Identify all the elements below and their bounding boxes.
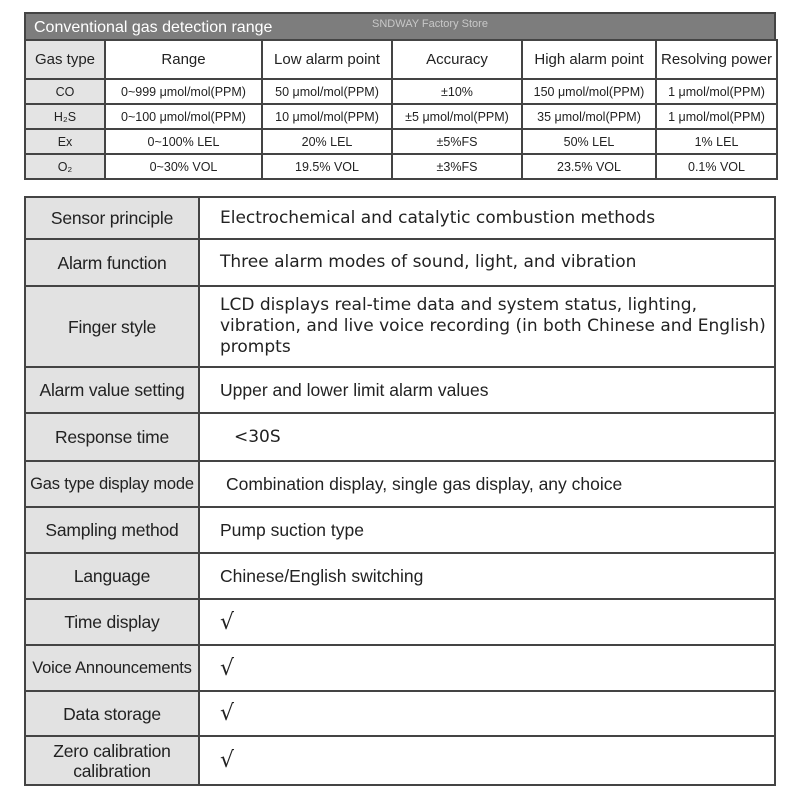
accuracy-cell: ±3%FS <box>392 154 522 179</box>
spec-row-voice-announcements <box>24 646 776 692</box>
low-alarm-cell: 19.5% VOL <box>262 154 392 179</box>
spec-label: Language <box>24 554 200 598</box>
resolving-power-cell: 1 μmol/mol(PPM) <box>656 104 777 129</box>
spec-label: Finger style <box>24 287 200 366</box>
table-row <box>25 79 777 104</box>
spec-label: Zero calibration calibration <box>24 737 200 784</box>
checkmark-icon: √ <box>200 600 776 644</box>
gas-type-cell: H₂S <box>25 104 105 129</box>
spec-label: Data storage <box>24 692 200 735</box>
range-cell: 0~100 μmol/mol(PPM) <box>105 104 262 129</box>
high-alarm-cell: 50% LEL <box>522 129 656 154</box>
resolving-power-cell: 0.1% VOL <box>656 154 777 179</box>
gas-detection-range-title: Conventional gas detection range <box>24 12 776 39</box>
spec-label: Alarm function <box>24 240 200 285</box>
spec-value: <30S <box>200 414 776 460</box>
spec-label: Sampling method <box>24 508 200 552</box>
spec-row-gas-type-display-mode <box>24 462 776 508</box>
checkmark-icon: √ <box>200 737 776 784</box>
low-alarm-cell: 10 μmol/mol(PPM) <box>262 104 392 129</box>
low-alarm-cell: 50 μmol/mol(PPM) <box>262 79 392 104</box>
header-accuracy: Accuracy <box>392 40 522 79</box>
header-gas-type: Gas type <box>25 40 105 79</box>
checkmark-icon: √ <box>200 646 776 690</box>
spec-value: Three alarm modes of sound, light, and vibration <box>200 240 776 285</box>
spec-label: Voice Announcements <box>24 646 200 690</box>
spec-value: Chinese/English switching <box>200 554 776 598</box>
spec-label: Alarm value setting <box>24 368 200 412</box>
spec-row-zero-calibration <box>24 737 776 786</box>
range-cell: 0~999 μmol/mol(PPM) <box>105 79 262 104</box>
spec-row-alarm-value-setting <box>24 368 776 414</box>
spec-value: Pump suction type <box>200 508 776 552</box>
table-row <box>25 154 777 179</box>
gas-type-cell: CO <box>25 79 105 104</box>
spec-row-data-storage <box>24 692 776 737</box>
spec-row-time-display <box>24 600 776 646</box>
header-resolving-power: Resolving power <box>656 40 777 79</box>
resolving-power-cell: 1 μmol/mol(PPM) <box>656 79 777 104</box>
watermark-text: SNDWAY Factory Store <box>372 18 488 30</box>
spec-label: Sensor principle <box>24 198 200 238</box>
low-alarm-cell: 20% LEL <box>262 129 392 154</box>
spec-value: LCD displays real-time data and system status, lighting, vibration, and live voice recording (in both Chinese and English) prompts <box>200 287 776 366</box>
range-cell: 0~30% VOL <box>105 154 262 179</box>
spec-label: Response time <box>24 414 200 460</box>
gas-detection-range-section <box>24 12 776 180</box>
gas-type-cell: O₂ <box>25 154 105 179</box>
spec-row-response-time <box>24 414 776 462</box>
header-high-alarm-point: High alarm point <box>522 40 656 79</box>
header-range: Range <box>105 40 262 79</box>
checkmark-icon: √ <box>200 692 776 735</box>
accuracy-cell: ±5%FS <box>392 129 522 154</box>
spec-row-alarm-function <box>24 240 776 287</box>
gas-type-cell: Ex <box>25 129 105 154</box>
spec-row-sensor-principle <box>24 198 776 240</box>
range-cell: 0~100% LEL <box>105 129 262 154</box>
resolving-power-cell: 1% LEL <box>656 129 777 154</box>
spec-value: Combination display, single gas display, any choice <box>200 462 776 506</box>
spec-label: Gas type display mode <box>24 462 200 506</box>
header-low-alarm-point: Low alarm point <box>262 40 392 79</box>
spec-label: Time display <box>24 600 200 644</box>
table-row <box>25 104 777 129</box>
high-alarm-cell: 35 μmol/mol(PPM) <box>522 104 656 129</box>
high-alarm-cell: 150 μmol/mol(PPM) <box>522 79 656 104</box>
spec-row-language <box>24 554 776 600</box>
table-header-row <box>25 40 777 79</box>
spec-value: Upper and lower limit alarm values <box>200 368 776 412</box>
accuracy-cell: ±5 μmol/mol(PPM) <box>392 104 522 129</box>
spec-value: Electrochemical and catalytic combustion methods <box>200 198 776 238</box>
table-row <box>25 129 777 154</box>
high-alarm-cell: 23.5% VOL <box>522 154 656 179</box>
gas-detection-range-table <box>24 39 778 180</box>
spec-row-sampling-method <box>24 508 776 554</box>
spec-row-finger-style <box>24 287 776 368</box>
accuracy-cell: ±10% <box>392 79 522 104</box>
specifications-table <box>24 196 776 786</box>
